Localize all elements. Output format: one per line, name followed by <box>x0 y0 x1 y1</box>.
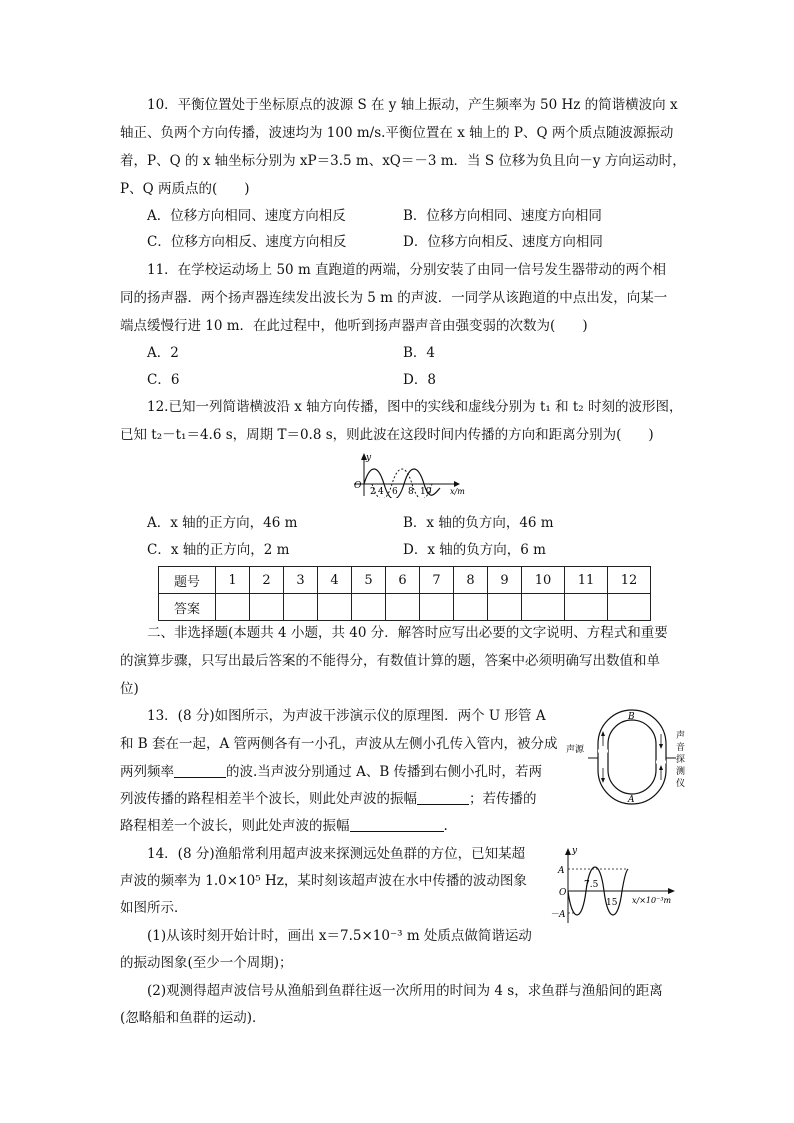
answer-table-answer-label: 答案 <box>159 594 216 621</box>
q13-line4-end: ；若传播的 <box>469 791 537 807</box>
section2-line1: 二、非选择题(本题共 4 小题，共 40 分．解答时应写出必要的文字说明、方程式和重要 <box>147 625 668 641</box>
q11-line2: 同的扬声器．两个扬声器连续发出波长为 5 m 的声波．一同学从该跑道的中点出发，向某一 <box>120 290 668 306</box>
q14-y-arrow-icon <box>565 848 571 855</box>
q12-wave-figure <box>348 452 476 498</box>
q13-blank-amplitude-half[interactable] <box>417 790 469 805</box>
q10-line4: P、Q 两质点的( ) <box>120 181 250 197</box>
q11-option-d: D．8 <box>403 372 436 388</box>
q14-x-arrow-icon <box>668 888 675 894</box>
answer-table-number: 12 <box>608 567 651 594</box>
q10-option-b: B．位移方向相同、速度方向相同 <box>403 208 602 224</box>
q13-inner-tube <box>608 720 656 794</box>
answer-table-number: 6 <box>386 567 420 594</box>
answer-cell[interactable] <box>284 594 318 621</box>
q11-line3: 端点缓慢行进 10 m．在此过程中，他听到扬声器声音由强变弱的次数为( ) <box>120 318 588 334</box>
q10-line2: 轴正、负两个方向传播，波速均为 100 m/s.平衡位置在 x 轴上的 P、Q 两个质点随波源振动 <box>120 125 674 141</box>
q11-line1: 11．在学校运动场上 50 m 直跑道的两端，分别安装了由同一信号发生器带动的两个相 <box>147 262 667 278</box>
q10-option-c: C．位移方向相反、速度方向相反 <box>147 234 347 250</box>
q13-line5 <box>120 817 448 835</box>
answer-cell[interactable] <box>488 594 522 621</box>
answer-table-header-label: 题号 <box>159 567 216 594</box>
q14-line6: (2)观测得超声波信号从渔船到鱼群往返一次所用的时间为 4 s，求鱼群与渔船间的距离 <box>147 983 663 999</box>
q11-option-a: A．2 <box>147 345 179 361</box>
q13-line4 <box>120 790 537 808</box>
q13-line2: 和 B 套在一起，A 管两侧各有一小孔，声波从左侧小孔传入管内，被分成 <box>120 736 558 752</box>
q14-origin-label: O <box>559 888 567 898</box>
answer-table-number: 10 <box>522 567 565 594</box>
answer-table-number: 8 <box>454 567 488 594</box>
q14-line2: 声波的频率为 1.0×10⁵ Hz，某时刻该超声波在水中传播的波动图象 <box>120 873 527 889</box>
answer-table-number: 2 <box>250 567 284 594</box>
q14-wave-figure <box>548 845 683 925</box>
q12-tick-6: 6 <box>392 487 398 497</box>
answer-cell[interactable] <box>216 594 250 621</box>
q12-option-c: C．x 轴的正方向，2 m <box>147 542 290 558</box>
q12-line1: 12.已知一列简谐横波沿 x 轴方向传播，图中的实线和虚线分别为 t₁ 和 t₂ 时刻的波形图， <box>147 399 683 415</box>
q14-line5: 的振动图象(至少一个周期)； <box>120 955 293 971</box>
q13-detector-char-5: 仪 <box>676 779 686 789</box>
q13-line3 <box>120 763 542 781</box>
answer-cell[interactable] <box>522 594 565 621</box>
q10-line3: 着，P、Q 的 x 轴坐标分别为 xP＝3.5 m、xQ＝－3 m．当 S 位移为负且向－y 方向运动时， <box>120 153 686 169</box>
section2-line2: 的演算步骤，只写出最后答案的不能得分，有数值计算的题，答案中必须明确写出数值和单 <box>120 653 660 669</box>
q14-y-label: y <box>572 846 578 856</box>
answer-table-header-row <box>159 567 651 594</box>
q13-blank-frequency[interactable] <box>174 763 226 778</box>
q10-option-a: A．位移方向相同、速度方向相反 <box>147 208 346 224</box>
q12-option-b: B．x 轴的负方向，46 m <box>403 515 554 531</box>
q12-option-a: A．x 轴的正方向，46 m <box>147 515 298 531</box>
q13-blank-amplitude-full[interactable] <box>350 817 444 832</box>
q13-line5-start: 路程相差一个波长，则此处声波的振幅 <box>120 818 350 834</box>
answer-table <box>158 566 651 621</box>
answer-cell[interactable] <box>386 594 420 621</box>
q13-line5-end: . <box>443 818 448 834</box>
q13-source-label: 声源 <box>566 745 585 755</box>
q14-line7: (忽略船和鱼群的运动)． <box>120 1010 266 1026</box>
answer-table-number: 11 <box>565 567 608 594</box>
answer-cell[interactable] <box>454 594 488 621</box>
q12-origin-label: O <box>354 481 362 491</box>
answer-table-number: 7 <box>420 567 454 594</box>
q13-arrowhead-down-icon <box>601 778 605 783</box>
q13-line1: 13．(8 分)如图所示，为声波干涉演示仪的原理图．两个 U 形管 A <box>147 708 546 724</box>
q13-detector-char-4: 测 <box>676 767 686 777</box>
answer-cell[interactable] <box>565 594 608 621</box>
q13-line4-start: 列波传播的路程相差半个波长，则此处声波的振幅 <box>120 791 417 807</box>
answer-table-number: 5 <box>352 567 386 594</box>
q14-tick-15: 15 <box>606 898 618 908</box>
q12-line2: 已知 t₂－t₁＝4.6 s，周期 T＝0.8 s，则此波在这段时间内传播的方向和距离分别为( ) <box>120 427 654 443</box>
q14-line1: 14．(8 分)渔船常利用超声波来探测远处鱼群的方位，已知某超 <box>147 846 526 862</box>
q12-y-label: y <box>366 453 372 463</box>
answer-table-number: 4 <box>318 567 352 594</box>
q13-arrowhead-right-up-icon <box>659 765 663 770</box>
answer-cell[interactable] <box>352 594 386 621</box>
q10-option-d: D．位移方向相反、速度方向相同 <box>403 234 603 250</box>
q12-x-label: x/m <box>450 487 465 496</box>
q12-tick-2: 2 <box>370 487 376 497</box>
answer-table-answer-row <box>159 594 651 621</box>
q11-option-c: C．6 <box>147 372 180 388</box>
q12-tick-8: 8 <box>408 487 414 497</box>
q10-line1: 10．平衡位置处于坐标原点的波源 S 在 y 轴上振动，产生频率为 50 Hz 的简谐横波向 x <box>147 97 678 113</box>
q13-detector-char-1: 声 <box>676 731 686 741</box>
q13-interference-figure <box>562 706 692 806</box>
q13-detector-char-2: 音 <box>676 743 686 753</box>
q12-option-d: D．x 轴的负方向，6 m <box>403 542 546 558</box>
answer-cell[interactable] <box>420 594 454 621</box>
q14-amp-pos-label: A <box>558 866 565 876</box>
answer-table-number: 9 <box>488 567 522 594</box>
q14-x-label: x/×10⁻³m <box>632 896 672 905</box>
q13-label-b: B <box>628 712 635 722</box>
answer-cell[interactable] <box>608 594 651 621</box>
q14-tick-7-5: 7.5 <box>584 880 599 890</box>
q13-arrowhead-up-icon <box>601 731 605 736</box>
answer-cell[interactable] <box>318 594 352 621</box>
q13-line3-start: 两列频率 <box>120 764 174 780</box>
q13-line3-end: 的波.当声波分别通过 A、B 传播到右侧小孔时，若两 <box>226 764 543 780</box>
q12-tick-10: 10 <box>420 487 432 497</box>
q11-option-b: B．4 <box>403 345 436 361</box>
q14-amp-neg-label: －A <box>550 910 566 920</box>
q13-arrowhead-right-down-icon <box>659 744 663 749</box>
q13-detector-char-3: 探 <box>676 755 686 765</box>
q14-line4: (1)从该时刻开始计时，画出 x＝7.5×10⁻³ m 处质点做简谐运动 <box>147 928 532 944</box>
section2-line3: 位) <box>120 681 139 697</box>
q13-label-a: A <box>628 795 635 805</box>
answer-cell[interactable] <box>250 594 284 621</box>
answer-table-number: 3 <box>284 567 318 594</box>
q14-line3: 如图所示． <box>120 900 188 916</box>
answer-table-number: 1 <box>216 567 250 594</box>
q12-tick-4: 4 <box>378 487 384 497</box>
